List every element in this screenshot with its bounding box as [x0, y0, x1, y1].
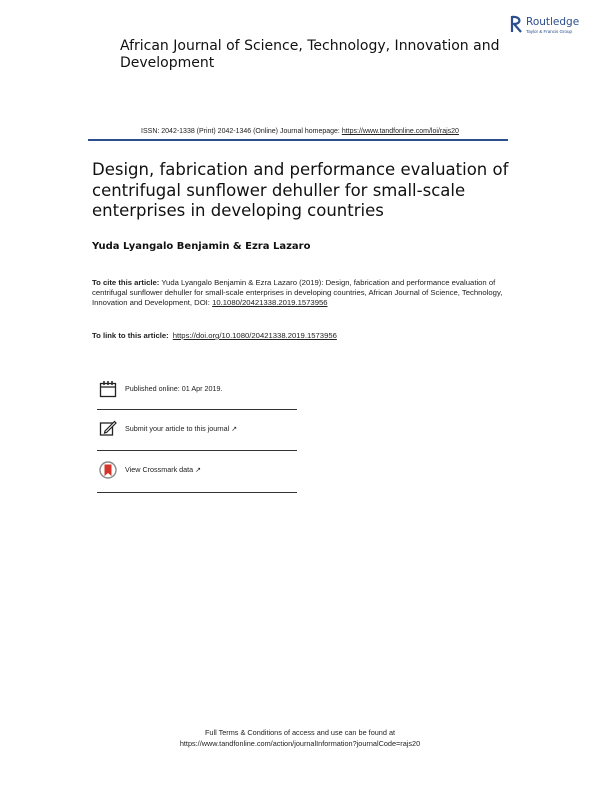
article-link-label: To link to this article:: [92, 331, 169, 340]
submit-article-link[interactable]: [125, 424, 237, 433]
citation-text: Yuda Lyangalo Benjamin & Ezra Lazaro (2019): Design, fabrication and performance evaluation of centrifugal sunflower dehuller for small-scale enterprises in developing countries, African Journal of Science, Technology, Innovation and Development, DOI:: [92, 278, 503, 308]
header-rule: [88, 139, 508, 141]
publisher-name: Routledge: [526, 16, 580, 28]
published-online-row: [97, 380, 297, 402]
issn-line: [0, 128, 600, 135]
journal-title: African Journal of Science, Technology, Innovation and Development: [120, 38, 500, 71]
footer-terms-text: Full Terms & Conditions of access and use can be found at: [204, 728, 396, 737]
divider: [97, 492, 297, 493]
crossmark-text: View Crossmark data: [125, 465, 196, 474]
published-online-text: Published online: 01 Apr 2019.: [125, 384, 223, 393]
article-authors: Yuda Lyangalo Benjamin & Ezra Lazaro: [92, 241, 311, 252]
citation-doi-link[interactable]: 10.1080/20421338.2019.1573956: [212, 298, 328, 308]
issn-text: ISSN: 2042-1338 (Print) 2042-1346 (Online) Journal homepage:: [141, 128, 342, 135]
journal-homepage-link[interactable]: https://www.tandfonline.com/loi/rajs20: [341, 128, 459, 135]
article-title: Design, fabrication and performance evaluation of centrifugal sunflower dehuller for small-scale enterprises in developing countries: [92, 160, 509, 220]
article-link-block: [92, 331, 512, 340]
footer: [0, 727, 600, 749]
calendar-icon: [99, 380, 117, 398]
publisher-logo[interactable]: [510, 15, 590, 41]
publisher-tagline: Taylor & Francis Group: [526, 29, 573, 34]
submit-article-text: Submit your article to this journal: [125, 424, 232, 433]
external-link-icon: ↗: [195, 465, 202, 474]
pencil-icon: [99, 420, 117, 438]
crossmark-row[interactable]: [97, 461, 297, 483]
article-doi-url-link[interactable]: https://doi.org/10.1080/20421338.2019.1573956: [172, 331, 337, 340]
citation-block: [92, 278, 512, 309]
external-link-icon: ↗: [231, 424, 238, 433]
citation-label: To cite this article:: [92, 278, 160, 287]
footer-terms-link[interactable]: https://www.tandfonline.com/action/journalInformation?journalCode=rajs20: [179, 739, 421, 748]
divider: [97, 450, 297, 451]
routledge-logo-icon: [510, 15, 523, 33]
crossmark-icon: [99, 461, 117, 479]
submit-article-row[interactable]: [97, 420, 297, 442]
crossmark-link[interactable]: [125, 465, 201, 474]
divider: [97, 409, 297, 410]
